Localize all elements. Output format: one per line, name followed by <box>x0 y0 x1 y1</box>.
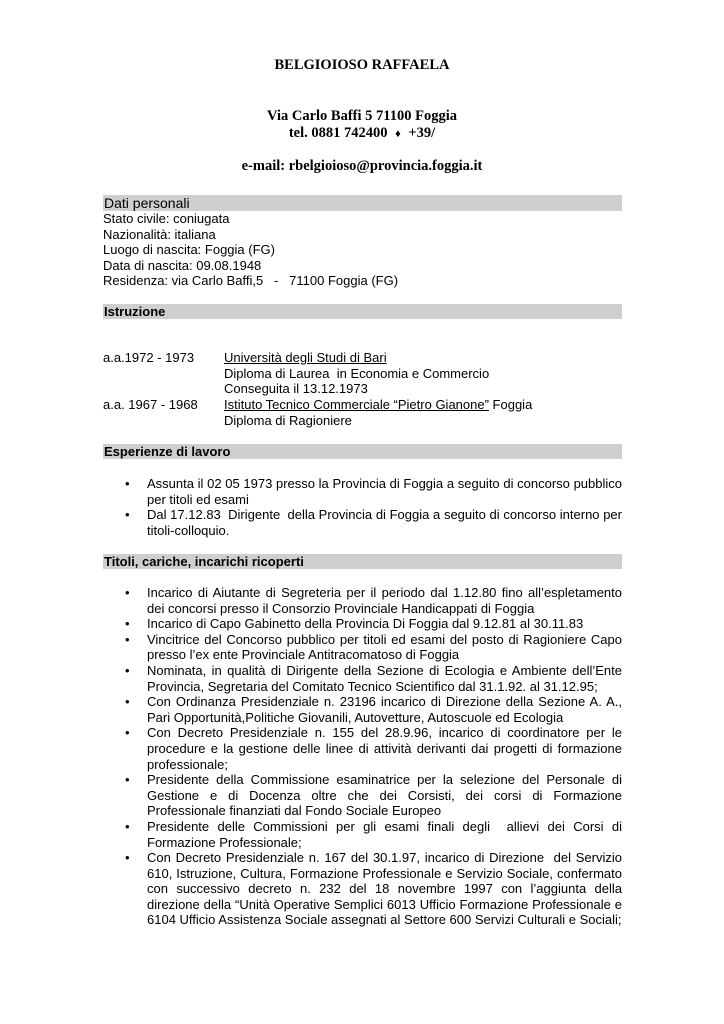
education-details <box>224 397 532 428</box>
section-header-work: Esperienze di lavoro <box>103 444 622 459</box>
bullet-icon: • <box>125 850 130 866</box>
institution-city: Foggia <box>488 397 533 412</box>
list-item: • Incarico di Capo Gabinetto della Provincia Di Foggia dal 9.12.81 al 30.11.83 <box>125 616 584 632</box>
bullet-icon: • <box>125 662 130 678</box>
email-line: e-mail: rbelgioioso@provincia.foggia.it <box>241 158 483 174</box>
bullet-icon: • <box>125 631 130 647</box>
education-period: a.a. 1967 - 1968 <box>103 397 198 412</box>
work-list <box>103 476 626 538</box>
address-line: Via Carlo Baffi 5 71100 Foggia <box>267 108 457 124</box>
education-entry <box>103 350 622 400</box>
education-details <box>224 350 489 397</box>
section-header-titles: Titoli, cariche, incarichi ricoperti <box>103 554 622 569</box>
residence: Residenza: via Carlo Baffi,5 - 71100 Foggia (FG) <box>103 273 399 289</box>
bullet-icon: • <box>125 616 130 632</box>
marital-status: Stato civile: coniugata <box>103 211 230 226</box>
education-line: Conseguita il 13.12.1973 <box>224 381 368 397</box>
list-item: • Assunta il 02 05 1973 presso la Provincia di Foggia a seguito di concorso pubblico per titoli ed esami <box>125 476 622 507</box>
personal-info <box>103 211 622 289</box>
list-item: • Con Ordinanza Presidenziale n. 23196 incarico di Direzione della Sezione A. A., Pari Opportunità,Politiche Giovanili, Autovetture, Autoscuole ed Ecologia <box>125 694 622 725</box>
nationality: Nazionalità: italiana <box>103 226 216 242</box>
birthdate: Data di nascita: 09.08.1948 <box>103 257 262 273</box>
bullet-icon: • <box>125 507 130 523</box>
list-item: • Con Decreto Presidenziale n. 155 del 28.9.96, incarico di coordinatore per le procedure e la gestione delle linee di attività derivanti dai progetti di formazione professionale; <box>125 725 622 772</box>
section-header-education: Istruzione <box>103 304 622 319</box>
list-item: • Presidente della Commissione esaminatrice per la selezione del Personale di Gestione e di Docenza oltre che dei Corsisti, dei corsi di Formazione Professionale finanziati dal Fondo Sociale Europeo <box>125 772 622 819</box>
institution-link[interactable]: Università degli Studi di Bari <box>224 350 387 365</box>
list-item: • Presidente delle Commissioni per gli esami finali degli allievi dei Corsi di Formazione Professionale; <box>125 818 626 850</box>
bullet-icon: • <box>125 818 130 834</box>
bullet-icon: • <box>125 476 130 491</box>
diamond-icon: ♦ <box>395 128 401 140</box>
list-item: • Dal 17.12.83 Dirigente della Provincia di Foggia a seguito di concorso interno per titoli-colloquio. <box>125 507 626 538</box>
telephone-number: tel. 0881 742400 <box>288 125 388 141</box>
telephone-line <box>0 125 724 142</box>
cv-name: BELGIOIOSO RAFFAELA <box>274 57 450 73</box>
list-item: • Nominata, in qualità di Dirigente della Sezione di Ecologia e Ambiente dell’Ente Provincia, Segretaria del Comitato Tecnico Scientifico dal 31.1.92. al 31.12.95; <box>125 662 622 694</box>
titles-list <box>103 585 626 928</box>
education-period: a.a.1972 - 1973 <box>103 350 195 365</box>
section-header-personal: Dati personali <box>103 195 622 211</box>
education-line: Diploma di Ragioniere <box>224 412 352 428</box>
institution-link[interactable]: Istituto Tecnico Commerciale “Pietro Gianone” <box>224 397 489 412</box>
birthplace: Luogo di nascita: Foggia (FG) <box>103 242 275 258</box>
bullet-icon: • <box>125 772 130 788</box>
bullet-icon: • <box>125 725 130 741</box>
education-line: Diploma di Laurea in Economia e Commercio <box>224 365 490 381</box>
education-entry <box>103 397 622 431</box>
bullet-icon: • <box>125 694 130 710</box>
telephone-country-code: +39/ <box>408 125 436 141</box>
list-item: • Vincitrice del Concorso pubblico per titoli ed esami del posto di Ragioniere Capo presso l’ex ente Provinciale Antitracomatoso di Foggia <box>125 631 622 663</box>
list-item: • Incarico di Aiutante di Segreteria per il periodo dal 1.12.80 fino all’espletamento dei concorsi presso il Consorzio Provinciale Handicappati di Foggia <box>125 585 622 616</box>
bullet-icon: • <box>125 585 130 600</box>
list-item: • Con Decreto Presidenziale n. 167 del 30.1.97, incarico di Direzione del Servizio 610, Istruzione, Cultura, Formazione Professionale e Servizio Sociale, confermato con successivo decreto n. 232 del 18 novembre 1997 con l’aggiunta della direzione della “Unità Operative Semplici 6013 Ufficio Formazione Professionale e 6104 Ufficio Assistenza Sociale assegnati al Settore 600 Servizi Culturali e Sociali; <box>125 850 626 928</box>
